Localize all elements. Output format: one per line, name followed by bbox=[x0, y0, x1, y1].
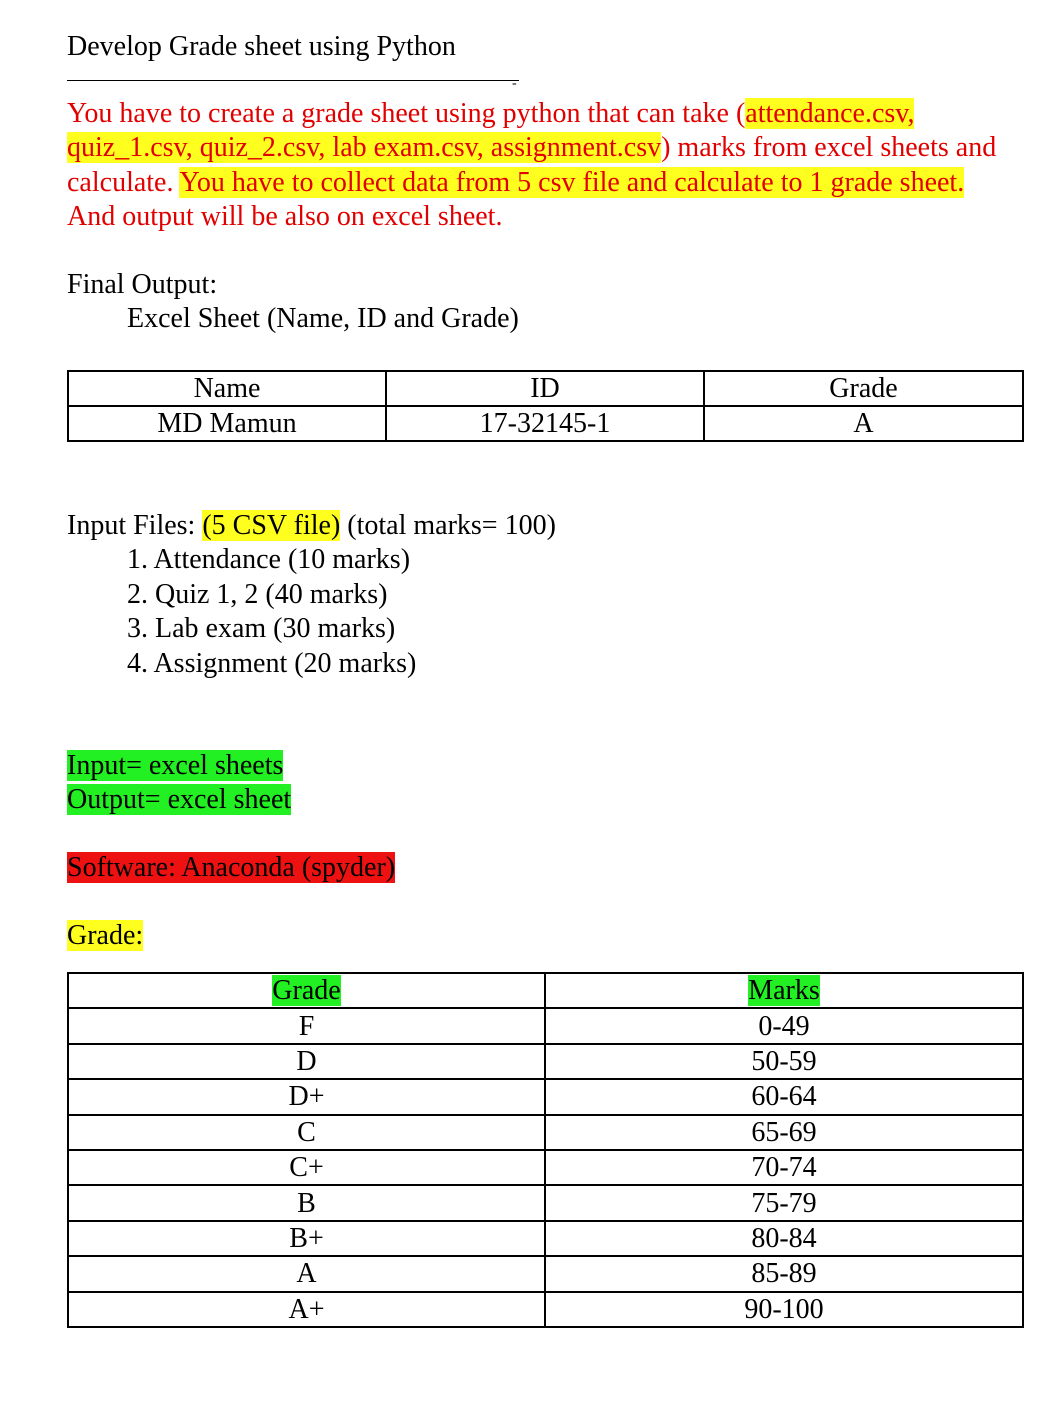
grade-cell: A bbox=[68, 1256, 545, 1291]
grade-cell: D bbox=[68, 1044, 545, 1079]
input-files-list bbox=[127, 543, 416, 681]
requirement-text-2: ) marks from excel sheets and calculate. bbox=[67, 132, 997, 198]
name-cell: MD Mamun bbox=[68, 406, 386, 441]
marks-cell: 90-100 bbox=[545, 1292, 1023, 1327]
table-row bbox=[68, 1079, 1023, 1114]
grade-header: Grade bbox=[704, 371, 1023, 406]
grade-column-header bbox=[68, 973, 545, 1008]
grade-cell: F bbox=[68, 1008, 545, 1043]
grade-label-highlight: Grade: bbox=[67, 920, 144, 951]
list-item: 4. Assignment (20 marks) bbox=[127, 647, 417, 679]
final-output-row bbox=[68, 406, 1023, 441]
requirement-files-highlight-1: attendance.csv, bbox=[745, 98, 915, 129]
list-item: 1. Attendance (10 marks) bbox=[127, 544, 411, 575]
final-output-heading: Final Output: bbox=[67, 269, 218, 300]
grade-cell: C+ bbox=[68, 1150, 545, 1185]
marks-cell: 65-69 bbox=[545, 1115, 1023, 1150]
name-header: Name bbox=[68, 371, 386, 406]
software-line bbox=[67, 851, 395, 885]
id-header: ID bbox=[386, 371, 704, 406]
input-files-heading bbox=[67, 509, 556, 543]
requirement-paragraph bbox=[67, 97, 1017, 234]
table-row bbox=[68, 1008, 1023, 1043]
io-block bbox=[67, 749, 291, 817]
grade-cell: B bbox=[68, 1185, 545, 1220]
final-output-table bbox=[67, 370, 1024, 442]
input-files-label: Input Files: bbox=[67, 510, 203, 541]
table-row bbox=[68, 1044, 1023, 1079]
document-title: Develop Grade sheet using Python bbox=[67, 31, 456, 62]
output-line: Output= excel sheet bbox=[67, 784, 292, 815]
requirement-text-3: And output will be also on excel sheet. bbox=[67, 200, 503, 232]
requirement-text-1: You have to create a grade sheet using python that can take ( bbox=[67, 98, 746, 129]
grade-column-header-text: Grade bbox=[272, 975, 341, 1007]
input-files-total: (total marks= 100) bbox=[340, 510, 556, 541]
table-row bbox=[68, 1292, 1023, 1327]
table-row bbox=[68, 1150, 1023, 1185]
marks-cell: 50-59 bbox=[545, 1044, 1023, 1079]
input-line: Input= excel sheets bbox=[67, 750, 284, 781]
grade-scale-header-row bbox=[68, 973, 1023, 1008]
grade-cell: A bbox=[704, 406, 1023, 441]
final-output-subheading: Excel Sheet (Name, ID and Grade) bbox=[127, 303, 519, 334]
table-row bbox=[68, 1256, 1023, 1291]
marks-cell: 70-74 bbox=[545, 1150, 1023, 1185]
list-item: 2. Quiz 1, 2 (40 marks) bbox=[127, 578, 388, 610]
marks-cell: 75-79 bbox=[545, 1185, 1023, 1220]
software-highlight: Software: Anaconda (spyder) bbox=[67, 852, 396, 883]
grade-cell: D+ bbox=[68, 1079, 545, 1114]
grade-cell: B+ bbox=[68, 1221, 545, 1256]
table-row bbox=[68, 1221, 1023, 1256]
marks-column-header-text: Marks bbox=[748, 975, 820, 1007]
list-item: 3. Lab exam (30 marks) bbox=[127, 613, 396, 644]
marks-cell: 60-64 bbox=[545, 1079, 1023, 1114]
input-files-highlight: (5 CSV file) bbox=[202, 510, 341, 541]
marks-cell: 80-84 bbox=[545, 1221, 1023, 1256]
id-cell: 17-32145-1 bbox=[386, 406, 704, 441]
title-underline bbox=[67, 80, 519, 81]
marks-cell: 85-89 bbox=[545, 1256, 1023, 1291]
table-row bbox=[68, 1115, 1023, 1150]
grade-cell: C bbox=[68, 1115, 545, 1150]
marks-column-header bbox=[545, 973, 1023, 1008]
grade-scale-table bbox=[67, 972, 1024, 1328]
requirement-files-highlight-2: quiz_1.csv, quiz_2.csv, lab exam.csv, assignment.csv bbox=[67, 132, 662, 164]
marks-cell: 0-49 bbox=[545, 1008, 1023, 1043]
grade-label bbox=[67, 919, 143, 953]
requirement-collect-highlight: You have to collect data from 5 csv file and calculate to 1 grade sheet. bbox=[179, 166, 965, 198]
table-row bbox=[68, 1185, 1023, 1220]
grade-cell: A+ bbox=[68, 1292, 545, 1327]
final-output-header-row bbox=[68, 371, 1023, 406]
title-underline-tail: - bbox=[512, 76, 517, 91]
